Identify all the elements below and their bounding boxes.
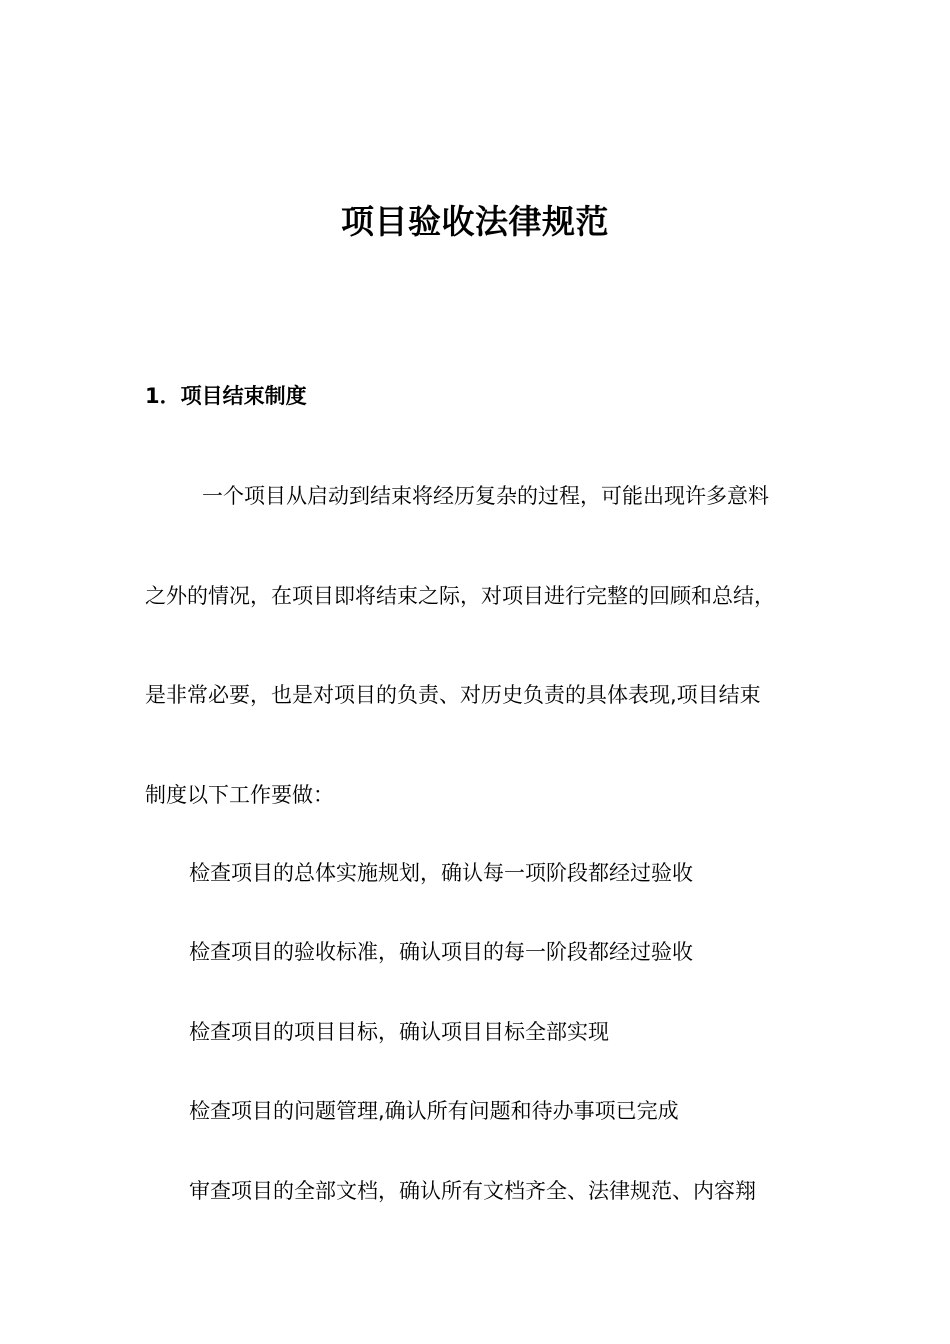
checklist-item: 审查项目的全部文档，确认所有文档齐全、法律规范、内容翔 [189, 1179, 756, 1203]
paragraph-line: 是非常必要，也是对项目的负责、对历史负责的具体表现,项目结束 [145, 683, 761, 707]
section-title: 项目结束制度 [180, 384, 307, 408]
checklist-item: 检查项目的总体实施规划，确认每一项阶段都经过验收 [189, 861, 693, 885]
checklist-item: 检查项目的项目目标，确认项目目标全部实现 [189, 1020, 609, 1044]
checklist-item: 检查项目的验收标准，确认项目的每一阶段都经过验收 [189, 940, 693, 964]
paragraph-line: 制度以下工作要做： [145, 783, 334, 807]
section-heading [145, 380, 307, 412]
paragraph-line: 一个项目从启动到结束将经历复杂的过程，可能出现许多意料 [202, 484, 769, 508]
section-number: 1． [145, 384, 181, 408]
checklist-item: 检查项目的问题管理,确认所有问题和待办事项已完成 [189, 1099, 679, 1123]
document-title: 项目验收法律规范 [341, 202, 609, 241]
paragraph-line: 之外的情况，在项目即将结束之际，对项目进行完整的回顾和总结， [145, 584, 775, 608]
